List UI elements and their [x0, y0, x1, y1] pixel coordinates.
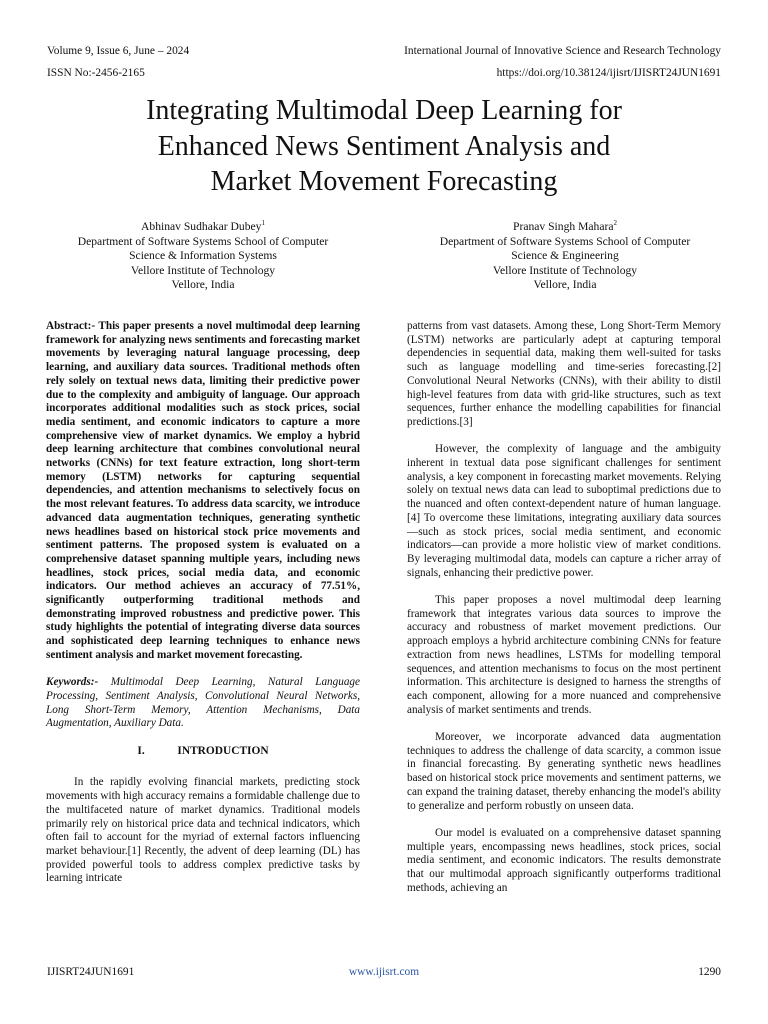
section-heading-introduction — [46, 745, 360, 759]
title-line-2: Enhanced News Sentiment Analysis and — [157, 130, 611, 162]
author-block-2 — [402, 220, 728, 293]
keywords-label: Keywords:- — [46, 676, 99, 689]
intro-paragraph-5: Our model is evaluated on a comprehensive dataset spanning multiple years, encompassing news headlines, stock prices, social media sentiment, and economic indicators. The results demonstrate that our multimodal approach significantly outperforms traditional methods, achieving an — [407, 826, 721, 894]
keywords-text: Multimodal Deep Learning, Natural Language Processing, Sentiment Analysis, Convolutional Neural Networks, Long Short-Term Memory, Attention Mechanisms, Data Augmentation, Auxiliary Data. — [46, 676, 360, 730]
author-department-school: Science & Information Systems — [129, 249, 277, 263]
author-department-school: Science & Engineering — [511, 249, 619, 263]
keywords — [46, 676, 360, 731]
title-line-3: Market Movement Forecasting — [210, 166, 558, 197]
section-number: I. — [137, 744, 145, 757]
author-department: Department of Software Systems School of Computer — [77, 234, 329, 248]
intro-paragraph-4: Moreover, we incorporate advanced data augmentation techniques to address the challenge of data scarcity, a common issue in financial forecasting. By generating synthetic news headlines based on historical stock price movements and sentiment patterns, we can expand the training dataset, thereby enhancing the model's ability to generalize and perform robustly on unseen data. — [407, 731, 721, 812]
footer-paper-id: IJISRT24JUN1691 — [47, 966, 135, 978]
author-location: Vellore, India — [171, 278, 235, 292]
left-column — [46, 320, 360, 900]
section-title: INTRODUCTION — [177, 744, 269, 757]
volume-issue: Volume 9, Issue 6, June – 2024 — [47, 45, 190, 57]
author-block-1 — [40, 220, 366, 293]
intro-paragraph-1-cont: patterns from vast datasets. Among these, Long Short-Term Memory (LSTM) networks are particularly adept at capturing temporal dependencies in sequential data, making them well-suited for tasks such as language modelling and time-series forecasting.[2] Convolutional Neural Networks (CNNs), with their ability to distil high-level features from data with grid-like structures, such as text sequences, further enhance the modelling capabilities for financial predictions.[3] — [407, 320, 721, 428]
footer-website-link[interactable]: www.ijisrt.com — [348, 966, 420, 978]
author-location: Vellore, India — [533, 278, 597, 292]
intro-paragraph-1: In the rapidly evolving financial markets, predicting stock movements with high accuracy remains a formidable challenge due to the multifaceted nature of market dynamics. Traditional models primarily rely on historical price data and technical indicators, which often fail to account for the myriad of external factors influencing market behaviour.[1] Recently, the advent of deep learning (DL) has provided powerful tools to address complex predictive tasks by learning intricate — [46, 776, 360, 885]
title-line-1: Integrating Multimodal Deep Learning for — [146, 95, 622, 126]
intro-paragraph-2: However, the complexity of language and the ambiguity inherent in textual data pose significant challenges for sentiment analysis, a key component in forecasting market movements. Relying solely on textual news data can lead to suboptimal predictions due to the nuanced and often context-dependent nature of human language.[4] To overcome these limitations, integrating auxiliary data sources—such as stock prices, social media sentiment, and economic indicators—can provide a more holistic view of market conditions. By leveraging multimodal data, models can capture a richer array of signals, enhancing their predictive power. — [407, 443, 721, 579]
author-department: Department of Software Systems School of Computer — [439, 234, 691, 248]
author-institute: Vellore Institute of Technology — [130, 263, 276, 277]
abstract: Abstract:- This paper presents a novel multimodal deep learning framework for analyzing news sentiments and forecasting market movements by leveraging natural language processing, deep learning, and auxiliary data sources. Traditional methods often rely solely on textual news data, limiting their predictive power due to the complexity and ambiguity of language. Our approach incorporates additional modalities such as stock prices, social media sentiment, and economic indicators to capture a more comprehensive view of market dynamics. We employ a hybrid deep learning architecture that combines convolutional neural networks (CNNs) for text feature extraction, long short-term memory (LSTM) networks for capturing sequential dependencies, and attention mechanisms to selectively focus on the most relevant features. To address data scarcity, we introduce advanced data augmentation techniques, generating synthetic news headlines based on historical stock price movements and sentiment patterns. The proposed system is evaluated on a comprehensive dataset spanning multiple years, including news headlines, stock prices, social media data, and economic indicators. Our method achieves an accuracy of 77.51%, significantly outperforming traditional methods and demonstrating improved robustness and predictive power. This study highlights the potential of integrating diverse data sources and sophisticated deep learning techniques to enhance news sentiment analysis and market movement forecasting. — [46, 320, 360, 661]
author-affiliation-mark: 1 — [261, 219, 265, 228]
page-number: 1290 — [698, 966, 721, 978]
author-affiliation-mark: 2 — [613, 219, 617, 228]
right-column — [407, 320, 721, 909]
issn: ISSN No:-2456-2165 — [47, 67, 145, 79]
author-name: Pranav Singh Mahara$^2$ — [513, 219, 617, 233]
author-institute: Vellore Institute of Technology — [492, 263, 638, 277]
paper-title — [60, 93, 708, 200]
doi-link[interactable]: https://doi.org/10.38124/ijisrt/IJISRT24JUN1691 — [496, 67, 721, 79]
author-name: Abhinav Sudhakar Dubey$^1$ — [141, 219, 265, 233]
journal-name: International Journal of Innovative Science and Research Technology — [404, 45, 721, 57]
intro-paragraph-3: This paper proposes a novel multimodal deep learning framework that integrates various data sources to improve the accuracy and robustness of market movement predictions. Our approach employs a hybrid architecture combining CNNs for feature extraction from news headlines, LSTMs for modelling temporal sequences, and attention mechanisms to focus on the most pertinent information. This architecture is designed to harness the strengths of each component, allowing for a more nuanced and comprehensive analysis of market sentiments and trends. — [407, 594, 721, 716]
